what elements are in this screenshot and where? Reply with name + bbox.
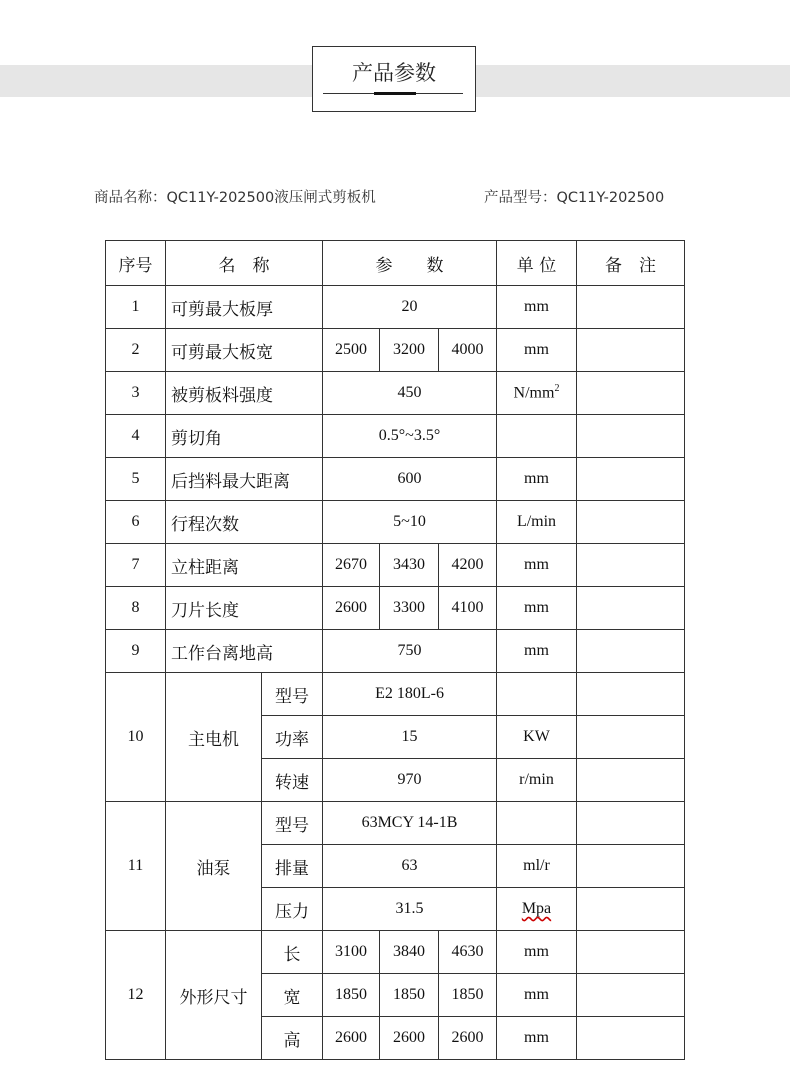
- row-index: 3: [106, 372, 166, 415]
- row-note: [577, 931, 685, 974]
- header-note: 备 注: [577, 241, 685, 286]
- row-unit: mm: [497, 587, 577, 630]
- table-row: [106, 931, 685, 974]
- row-index: 4: [106, 415, 166, 458]
- row-name: 后挡料最大距离: [166, 458, 323, 501]
- row-value: 63MCY 14-1B: [323, 802, 497, 845]
- row-value: 450: [323, 372, 497, 415]
- sub-label: 型号: [262, 673, 323, 716]
- row-index: 7: [106, 544, 166, 587]
- row-note: [577, 716, 685, 759]
- row-note: [577, 1017, 685, 1060]
- row-note: [577, 458, 685, 501]
- title-box: [312, 46, 476, 112]
- row-note: [577, 329, 685, 372]
- header-unit: 单 位: [497, 241, 577, 286]
- row-value: 31.5: [323, 888, 497, 931]
- row-value: 1850: [323, 974, 380, 1017]
- row-unit: mm: [497, 286, 577, 329]
- row-unit: L/min: [497, 501, 577, 544]
- unit-text: Mpa: [521, 900, 552, 917]
- row-note: [577, 673, 685, 716]
- table-row: [106, 544, 685, 587]
- row-unit: [497, 802, 577, 845]
- row-value: 4630: [439, 931, 497, 974]
- header-index: 序号: [106, 241, 166, 286]
- table-row: [106, 458, 685, 501]
- product-model: 产品型号：QC11Y-202500: [484, 190, 665, 206]
- header-params: 参 数: [323, 241, 497, 286]
- row-value: 3430: [380, 544, 439, 587]
- row-unit: mm: [497, 1017, 577, 1060]
- row-value: 2670: [323, 544, 380, 587]
- row-index: 1: [106, 286, 166, 329]
- row-note: [577, 501, 685, 544]
- row-name: 立柱距离: [166, 544, 323, 587]
- sub-label: 压力: [262, 888, 323, 931]
- row-index: 5: [106, 458, 166, 501]
- row-index: 9: [106, 630, 166, 673]
- row-name: 工作台离地高: [166, 630, 323, 673]
- row-unit: mm: [497, 544, 577, 587]
- sub-label: 功率: [262, 716, 323, 759]
- row-name: 行程次数: [166, 501, 323, 544]
- row-index: 10: [106, 673, 166, 802]
- row-unit: [497, 673, 577, 716]
- sub-label: 高: [262, 1017, 323, 1060]
- row-unit: mm: [497, 630, 577, 673]
- row-value: 3840: [380, 931, 439, 974]
- row-value: 2600: [380, 1017, 439, 1060]
- row-unit: ml/r: [497, 845, 577, 888]
- row-unit: [497, 372, 577, 415]
- row-value: 2600: [439, 1017, 497, 1060]
- row-value: 600: [323, 458, 497, 501]
- row-value: 970: [323, 759, 497, 802]
- row-value: 4100: [439, 587, 497, 630]
- sub-label: 排量: [262, 845, 323, 888]
- row-value: 1850: [439, 974, 497, 1017]
- page-title: 产品参数: [352, 61, 436, 85]
- row-value: 20: [323, 286, 497, 329]
- product-name: 商品名称：QC11Y-202500液压闸式剪板机: [94, 190, 376, 206]
- unit-superscript: 2: [554, 383, 560, 395]
- row-index: 8: [106, 587, 166, 630]
- unit-base: N/mm: [513, 384, 555, 402]
- row-value: E2 180L-6: [323, 673, 497, 716]
- row-note: [577, 845, 685, 888]
- row-note: [577, 372, 685, 415]
- table-row: [106, 587, 685, 630]
- row-index: 12: [106, 931, 166, 1060]
- table-row: [106, 286, 685, 329]
- row-unit: [497, 888, 577, 931]
- row-value: 4000: [439, 329, 497, 372]
- row-value: 1850: [380, 974, 439, 1017]
- sub-label: 长: [262, 931, 323, 974]
- table-row: [106, 673, 685, 716]
- sub-label: 转速: [262, 759, 323, 802]
- table-row: [106, 372, 685, 415]
- row-name: 可剪最大板宽: [166, 329, 323, 372]
- row-value: 3200: [380, 329, 439, 372]
- table-header-row: [106, 241, 685, 286]
- table-row: [106, 329, 685, 372]
- row-unit: mm: [497, 974, 577, 1017]
- row-value: 2500: [323, 329, 380, 372]
- row-name: 外形尺寸: [166, 931, 262, 1060]
- sub-label: 宽: [262, 974, 323, 1017]
- row-unit: [497, 415, 577, 458]
- row-note: [577, 759, 685, 802]
- table-row: [106, 630, 685, 673]
- row-unit: r/min: [497, 759, 577, 802]
- row-value: 750: [323, 630, 497, 673]
- row-note: [577, 974, 685, 1017]
- row-name: 剪切角: [166, 415, 323, 458]
- row-value: 3300: [380, 587, 439, 630]
- row-note: [577, 415, 685, 458]
- row-name: 刀片长度: [166, 587, 323, 630]
- row-index: 2: [106, 329, 166, 372]
- row-unit: mm: [497, 458, 577, 501]
- sub-label: 型号: [262, 802, 323, 845]
- row-value: 3100: [323, 931, 380, 974]
- row-unit: mm: [497, 931, 577, 974]
- spec-table: [105, 240, 685, 1060]
- row-index: 11: [106, 802, 166, 931]
- row-note: [577, 802, 685, 845]
- row-name: 油泵: [166, 802, 262, 931]
- row-value: 2600: [323, 1017, 380, 1060]
- row-unit: mm: [497, 329, 577, 372]
- row-value: 0.5°~3.5°: [323, 415, 497, 458]
- row-note: [577, 587, 685, 630]
- table-row: [106, 802, 685, 845]
- row-value: 4200: [439, 544, 497, 587]
- row-value: 2600: [323, 587, 380, 630]
- row-name: 被剪板料强度: [166, 372, 323, 415]
- row-note: [577, 286, 685, 329]
- row-name: 可剪最大板厚: [166, 286, 323, 329]
- table-row: [106, 501, 685, 544]
- row-name: 主电机: [166, 673, 262, 802]
- table-row: [106, 415, 685, 458]
- title-underline-accent: [374, 92, 416, 95]
- row-note: [577, 888, 685, 931]
- row-value: 15: [323, 716, 497, 759]
- row-value: 63: [323, 845, 497, 888]
- row-unit: KW: [497, 716, 577, 759]
- row-value: 5~10: [323, 501, 497, 544]
- row-note: [577, 544, 685, 587]
- row-index: 6: [106, 501, 166, 544]
- row-note: [577, 630, 685, 673]
- header-name: 名 称: [166, 241, 323, 286]
